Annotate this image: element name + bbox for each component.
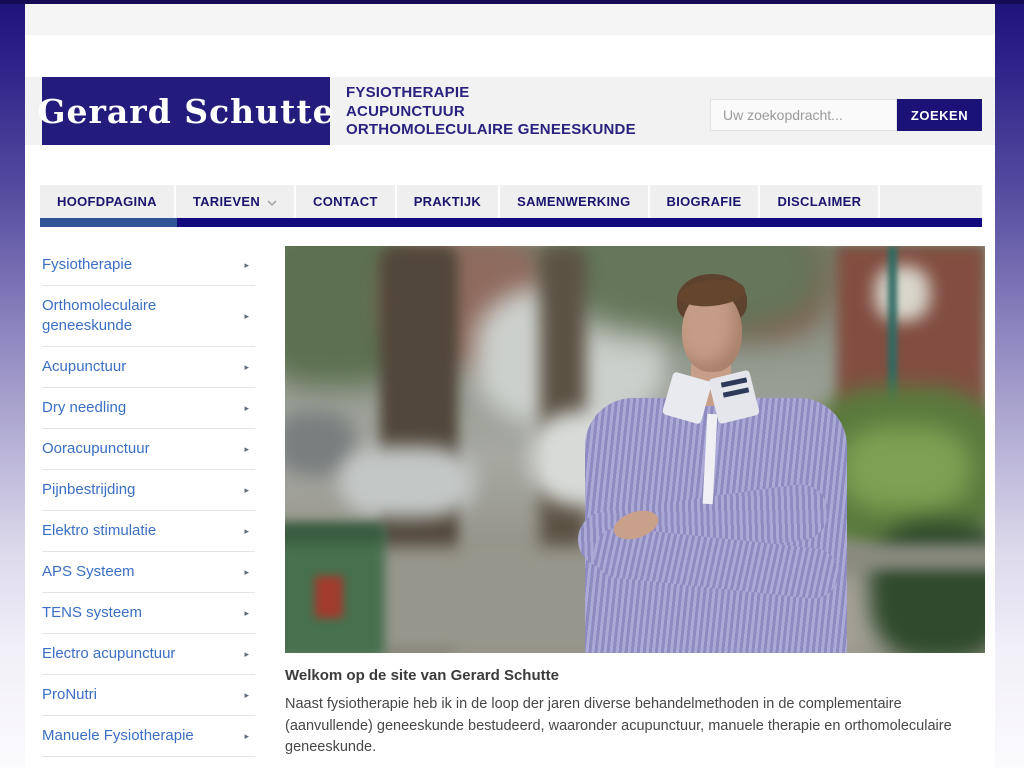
nav-item-samenwerking[interactable]	[500, 185, 647, 218]
sidebar-item-label: Pijnbestrijding	[42, 481, 136, 498]
logo-text: Gerard Schutte	[37, 91, 335, 131]
search-input[interactable]	[710, 99, 897, 131]
chevron-down-icon	[267, 194, 277, 209]
nav-label: HOOFDPAGINA	[57, 194, 157, 209]
nav-item-praktijk[interactable]	[397, 185, 498, 218]
sidebar-item-label: Acupunctuur	[42, 358, 127, 375]
arrow-right-icon: ▸	[244, 443, 249, 454]
sidebar-item-electro-acupunctuur[interactable]	[42, 634, 255, 675]
tagline	[346, 84, 716, 140]
sidebar-item-orthomoleculaire-geneeskunde[interactable]	[42, 286, 255, 347]
nav-label: SAMENWERKING	[517, 194, 631, 209]
tagline-line-2: ACUPUNCTUUR	[346, 102, 465, 120]
sidebar-item-label: ProNutri	[42, 686, 98, 703]
sidebar-item-label: Elektro stimulatie	[42, 522, 157, 539]
active-tab-indicator	[40, 218, 177, 227]
content-wrapper	[25, 4, 995, 768]
tagline-line-1: FYSIOTHERAPIE	[346, 84, 470, 101]
nav-item-disclaimer[interactable]	[760, 185, 878, 218]
sidebar-menu	[42, 245, 255, 757]
sidebar-item-label: Orthomoleculaire geneeskunde	[42, 297, 157, 334]
sidebar-item-ooracupunctuur[interactable]	[42, 429, 255, 470]
nav-underline-bar	[40, 218, 982, 227]
logo[interactable]	[37, 77, 335, 145]
arrow-right-icon: ▸	[244, 607, 249, 618]
sidebar-item-label: APS Systeem	[42, 563, 135, 580]
arrow-right-icon: ▸	[244, 484, 249, 495]
sidebar-item-label: Ooracupunctuur	[42, 440, 150, 457]
sidebar-item-label: TENS systeem	[42, 604, 143, 621]
man-portrait	[285, 246, 985, 653]
sidebar-item-manuele-fysiotherapie[interactable]	[42, 716, 255, 757]
arrow-right-icon: ▸	[244, 648, 249, 659]
page-title: Welkom op de site van Gerard Schutte	[285, 667, 559, 684]
nav-item-hoofdpagina[interactable]	[40, 185, 174, 218]
sidebar-item-label: Electro acupunctuur	[42, 645, 176, 662]
arrow-right-icon: ▸	[244, 259, 249, 270]
nav-item-tarieven[interactable]	[176, 185, 294, 218]
sidebar-item-aps-systeem[interactable]	[42, 552, 255, 593]
sidebar-item-label: Manuele Fysiotherapie	[42, 727, 194, 744]
search-button[interactable]: ZOEKEN	[897, 99, 982, 131]
arrow-right-icon: ▸	[244, 525, 249, 536]
top-gray-strip	[25, 4, 995, 35]
nav-item-biografie[interactable]	[650, 185, 759, 218]
arrow-right-icon: ▸	[244, 310, 249, 321]
arrow-right-icon: ▸	[244, 689, 249, 700]
arrow-right-icon: ▸	[244, 730, 249, 741]
nav-filler	[880, 185, 982, 218]
nav-label: TARIEVEN	[192, 194, 261, 209]
sidebar-item-tens-systeem[interactable]	[42, 593, 255, 634]
nav-label: PRAKTIJK	[413, 194, 482, 209]
sidebar-item-elektro-stimulatie[interactable]	[42, 511, 255, 552]
main-nav	[40, 185, 982, 218]
sidebar-item-dry-needling[interactable]	[42, 388, 255, 429]
sidebar-item-fysiotherapie[interactable]	[42, 245, 255, 286]
sidebar-item-acupunctuur[interactable]	[42, 347, 255, 388]
main-content	[285, 246, 985, 759]
sidebar-item-label: Fysiotherapie	[42, 256, 133, 273]
sidebar-item-pronutri[interactable]	[42, 675, 255, 716]
hero-photo	[285, 246, 985, 653]
sidebar-item-pijnbestrijding[interactable]	[42, 470, 255, 511]
tagline-line-3: ORTHOMOLECULAIRE GENEESKUNDE	[346, 121, 636, 138]
arrow-right-icon: ▸	[244, 402, 249, 413]
arrow-right-icon: ▸	[244, 566, 249, 577]
intro-paragraph: Naast fysiotherapie heb ik in de loop der jaren diverse behandelmethoden in de complementaire (aanvullende) geneeskunde bestudeerd, waaronder acupunctuur, manuele therapie en orthomoleculaire geneeskunde.	[285, 696, 952, 755]
nav-label: CONTACT	[313, 194, 378, 209]
nav-label: BIOGRAFIE	[666, 194, 742, 209]
nav-item-contact[interactable]	[296, 185, 395, 218]
sidebar-item-label: Dry needling	[42, 399, 127, 416]
arrow-right-icon: ▸	[244, 361, 249, 372]
nav-label: DISCLAIMER	[777, 194, 862, 209]
